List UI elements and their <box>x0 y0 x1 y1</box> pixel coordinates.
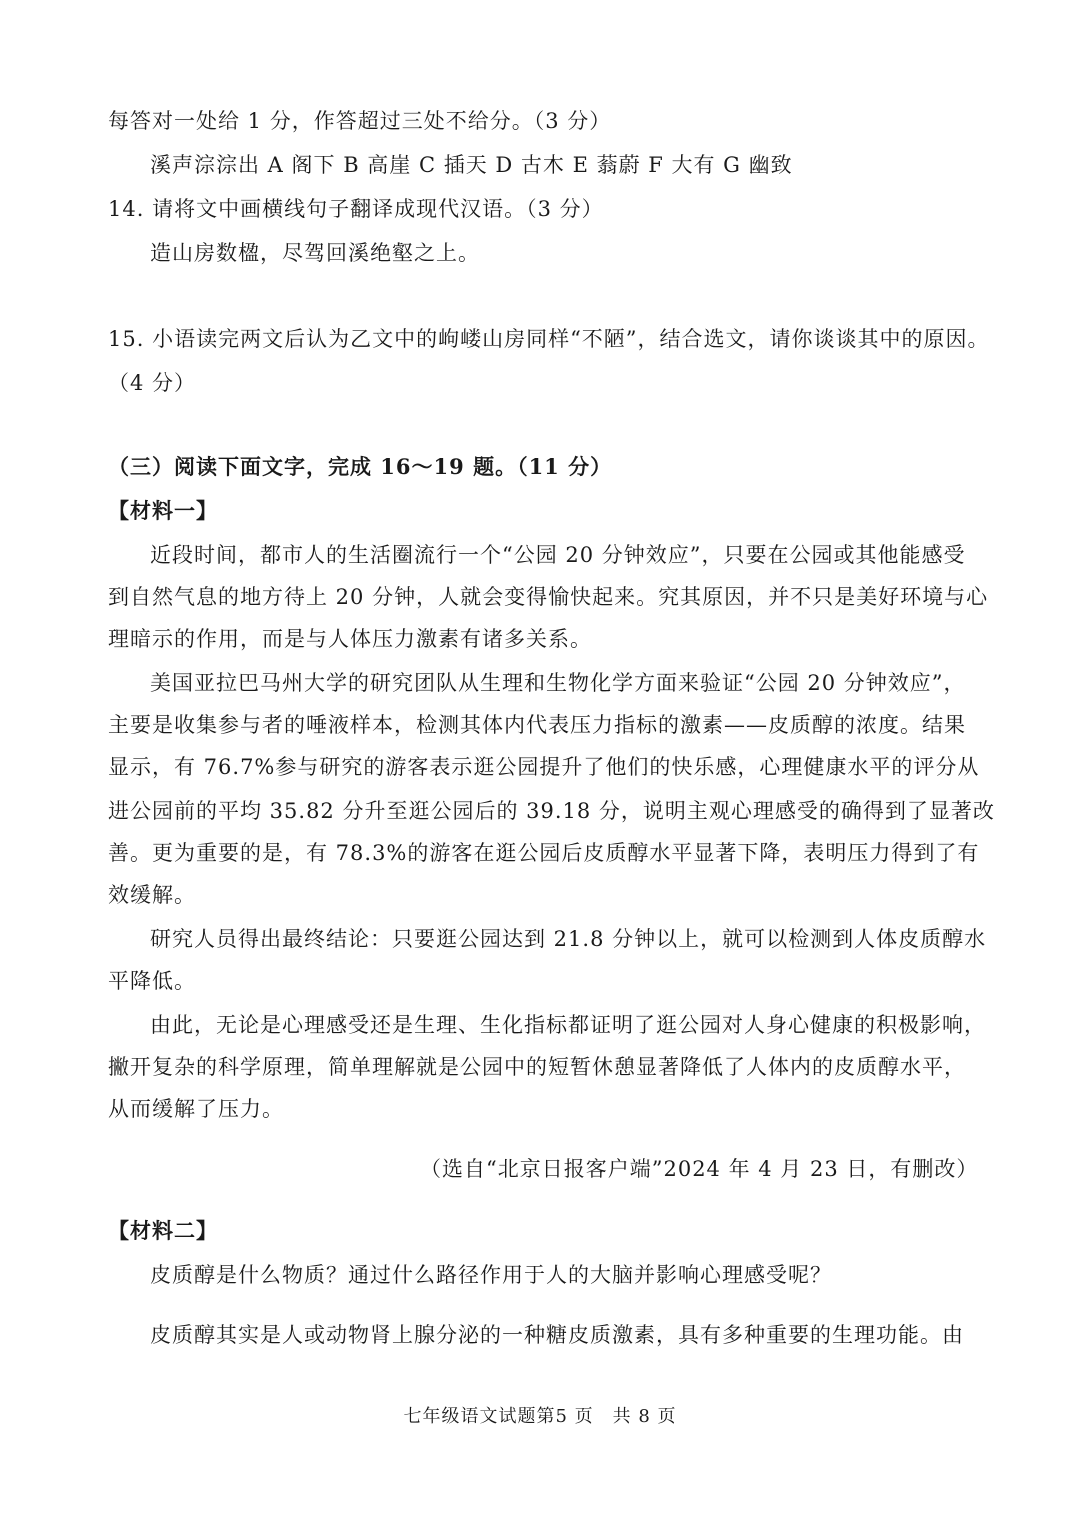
q14-prompt: 14. 请将文中画横线句子翻译成现代汉语。（3 分） <box>108 197 604 221</box>
material-1-paragraph-3-line: 平降低。 <box>108 969 196 993</box>
material-1-paragraph-4-line: 撇开复杂的科学原理，简单理解就是公园中的短暂休憩显著降低了人体内的皮质醇水平， <box>108 1055 966 1079</box>
material-1-paragraph-2-line: 美国亚拉巴马州大学的研究团队从生理和生物化学方面来验证“公园 20 分钟效应”， <box>150 671 966 695</box>
material-1-paragraph-1-line: 到自然气息的地方待上 20 分钟，人就会变得愉快起来。究其原因，并不只是美好环境与心 <box>108 585 989 609</box>
q15-points: （4 分） <box>108 371 197 395</box>
material-1-source: （选自“北京日报客户端”2024 年 4 月 23 日，有删改） <box>420 1157 979 1181</box>
section-3-heading: （三）阅读下面文字，完成 16～19 题。（11 分） <box>108 454 613 479</box>
q13-sentence: 溪声淙淙出 A 阁下 B 高崖 C 插天 D 古木 E 蓊蔚 F 大有 G 幽致 <box>150 153 793 177</box>
material-1-paragraph-2-line: 进公园前的平均 35.82 分升至逛公园后的 39.18 分，说明主观心理感受的确得到了显著改 <box>108 799 995 823</box>
material-2-heading: 【材料二】 <box>108 1218 218 1243</box>
material-1-paragraph-4-line: 从而缓解了压力。 <box>108 1097 284 1121</box>
material-1-paragraph-4-line: 由此，无论是心理感受还是生理、生化指标都证明了逛公园对人身心健康的积极影响， <box>150 1013 986 1037</box>
q15-prompt: 15. 小语读完两文后认为乙文中的岣嵝山房同样“不陋”，结合选文，请你谈谈其中的原因。 <box>108 327 990 351</box>
material-1-paragraph-2-line: 主要是收集参与者的唾液样本，检测其体内代表压力指标的激素——皮质醇的浓度。结果 <box>108 713 966 737</box>
material-2-paragraph-line: 皮质醇其实是人或动物肾上腺分泌的一种糖皮质激素，具有多种重要的生理功能。由 <box>150 1323 964 1347</box>
page-footer: 七年级语文试题第5 页 共 8 页 <box>403 1406 677 1427</box>
material-1-paragraph-1-line: 近段时间，都市人的生活圈流行一个“公园 20 分钟效应”，只要在公园或其他能感受 <box>150 543 966 567</box>
material-1-paragraph-3-line: 研究人员得出最终结论：只要逛公园达到 21.8 分钟以上，就可以检测到人体皮质醇水 <box>150 927 987 951</box>
material-1-paragraph-2-line: 善。更为重要的是，有 78.3%的游客在逛公园后皮质醇水平显著下降，表明压力得到了有 <box>108 841 980 865</box>
material-1-paragraph-2-line: 效缓解。 <box>108 883 196 907</box>
material-1-paragraph-1-line: 理暗示的作用，而是与人体压力激素有诸多关系。 <box>108 627 592 651</box>
material-1-heading: 【材料一】 <box>108 498 218 523</box>
material-1-paragraph-2-line: 显示，有 76.7%参与研究的游客表示逛公园提升了他们的快乐感，心理健康水平的评分从 <box>108 755 980 779</box>
q14-sentence: 造山房数楹，尽驾回溪绝壑之上。 <box>150 241 480 265</box>
q13-scoring-note: 每答对一处给 1 分，作答超过三处不给分。（3 分） <box>108 109 612 133</box>
material-2-question: 皮质醇是什么物质？通过什么路径作用于人的大脑并影响心理感受呢？ <box>150 1263 832 1287</box>
